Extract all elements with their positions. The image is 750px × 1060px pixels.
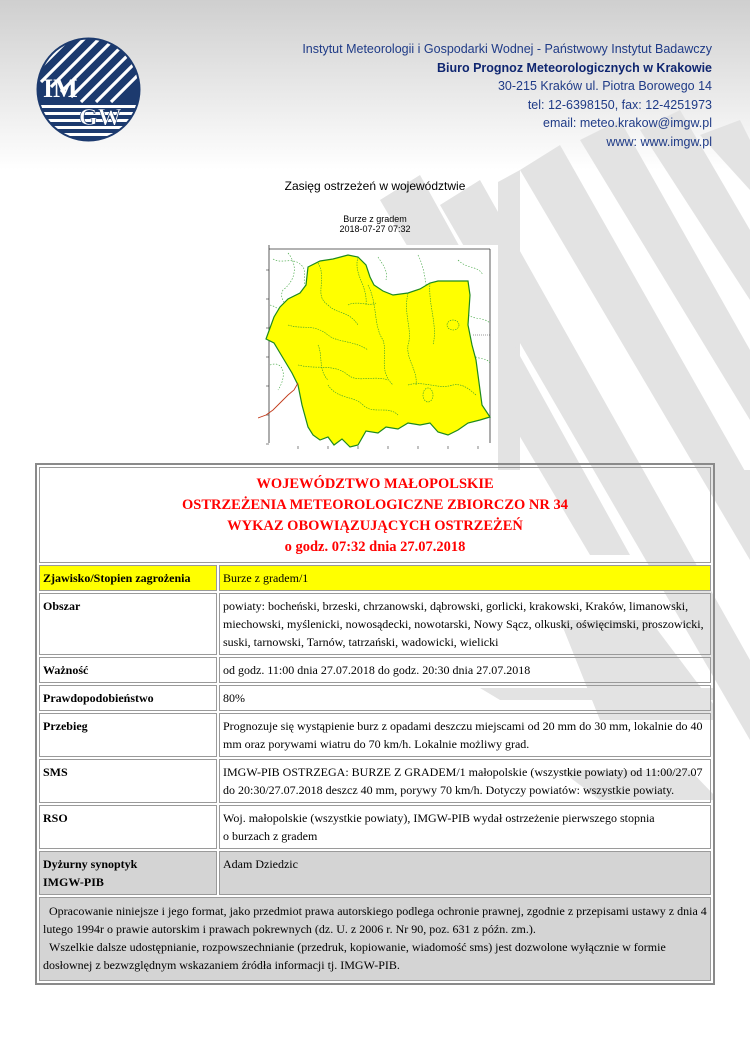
table-row-rso [39, 805, 711, 849]
map-title: Burze z gradem [343, 214, 407, 224]
forecaster-name: Adam Dziedzic [219, 851, 711, 895]
table-row-forecaster [39, 851, 711, 895]
row-label: SMS [39, 759, 217, 803]
rso-line-1: Woj. małopolskie (wszystkie powiaty), IMGW-PIB wydał ostrzeżenie pierwszego stopnia [223, 811, 655, 825]
row-value: 80% [219, 685, 711, 711]
forecaster-label-line-2: IMGW-PIB [43, 875, 104, 889]
forecaster-label-line-1: Dyżurny synoptyk [43, 857, 138, 871]
row-value: powiaty: bocheński, brzeski, chrzanowski, dąbrowski, gorlicki, krakowski, Kraków, limanowski, miechowski, myślenicki, nowosądecki, nowotarski, Nowy Sącz, olkuski, oświęcimski, proszowicki, suski, tarnowski, Tarnów, tatrzański, wadowicki, wielicki [219, 593, 711, 655]
row-label [39, 851, 217, 895]
title-issue-time: o godz. 07:32 dnia 27.07.2018 [284, 539, 466, 555]
row-label: Obszar [39, 593, 217, 655]
address: 30-215 Kraków ul. Piotra Borowego 14 [497, 79, 712, 94]
title-warning-number: OSTRZEŻENIA METEOROLOGICZNE ZBIORCZO NR 34 [182, 497, 568, 513]
website-link[interactable]: www: www.imgw.pl [606, 134, 712, 149]
warning-table [35, 463, 715, 985]
table-row-course [39, 713, 711, 757]
map-caption: Zasięg ostrzeżeń w województwie [284, 179, 466, 193]
table-row-validity [39, 657, 711, 683]
row-value: Prognozuje się wystąpienie burz z opadami deszczu miejscami od 20 mm do 30 mm, lokalnie do 40 mm oraz porywami wiatru do 70 km/h. Lokalnie możliwy grad. [219, 713, 711, 757]
row-label: Prawdopodobieństwo [39, 685, 217, 711]
phone-fax: tel: 12-6398150, fax: 12-4251973 [527, 97, 712, 112]
imgw-logo [36, 37, 141, 142]
row-value: od godz. 11:00 dnia 27.07.2018 do godz. 20:30 dnia 27.07.2018 [219, 657, 711, 683]
warning-map [258, 245, 498, 459]
office-name: Biuro Prognoz Meteorologicznych w Krakowie [436, 60, 712, 75]
row-value [219, 805, 711, 849]
table-row-area [39, 593, 711, 655]
copyright-paragraph-2: Wszelkie dalsze udostępnianie, rozpowszechnianie (przedruk, kopiowanie, wiadomość sms) jest dozwolone wyłącznie w formie dosłownej z bezwzględnym wskazaniem źródła informacji tj. IMGW-PIB. [43, 940, 666, 972]
table-row-footer [39, 897, 711, 981]
table-row-phenomenon [39, 565, 711, 591]
row-value: Burze z gradem/1 [219, 565, 711, 591]
table-row-sms [39, 759, 711, 803]
copyright-paragraph-1: Opracowanie niniejsze i jego format, jako przedmiot prawa autorskiego podlega ochronie prawnej, zgodnie z przepisami ustawy z dnia 4 lutego 1994r o prawie autorskim i prawach pokrewnych (dz. U. z 2006 r. Nr 90, poz. 631 z późn. zm.). [43, 904, 707, 936]
svg-text:GW: GW [79, 105, 122, 131]
institute-name: Instytut Meteorologii i Gospodarki Wodnej - Państwowy Instytut Badawczy [302, 42, 712, 56]
row-label: RSO [39, 805, 217, 849]
organization-info [302, 40, 712, 152]
email-link[interactable]: email: meteo.krakow@imgw.pl [543, 116, 712, 131]
row-value: IMGW-PIB OSTRZEGA: BURZE Z GRADEM/1 małopolskie (wszystkie powiaty) od 11:00/27.07 do 20:30/27.07.2018 deszcz 40 mm, porywy 70 km/h. Dotyczy powiatów: wszystkie powiaty. [219, 759, 711, 803]
row-label: Przebieg [39, 713, 217, 757]
copyright-notice [39, 897, 711, 981]
map-datetime: 2018-07-27 07:32 [339, 224, 411, 234]
svg-text:IM: IM [43, 74, 78, 103]
warning-title [39, 467, 711, 563]
map-title-block [0, 214, 750, 234]
table-row-probability [39, 685, 711, 711]
row-label: Zjawisko/Stopien zagrożenia [39, 565, 217, 591]
title-voivodeship: WOJEWÓDZTWO MAŁOPOLSKIE [256, 476, 494, 492]
row-label: Ważność [39, 657, 217, 683]
title-list: WYKAZ OBOWIĄZUJĄCYCH OSTRZEŻEŃ [227, 518, 523, 534]
rso-line-2: o burzach z gradem [223, 829, 318, 843]
warning-title-row [39, 467, 711, 563]
